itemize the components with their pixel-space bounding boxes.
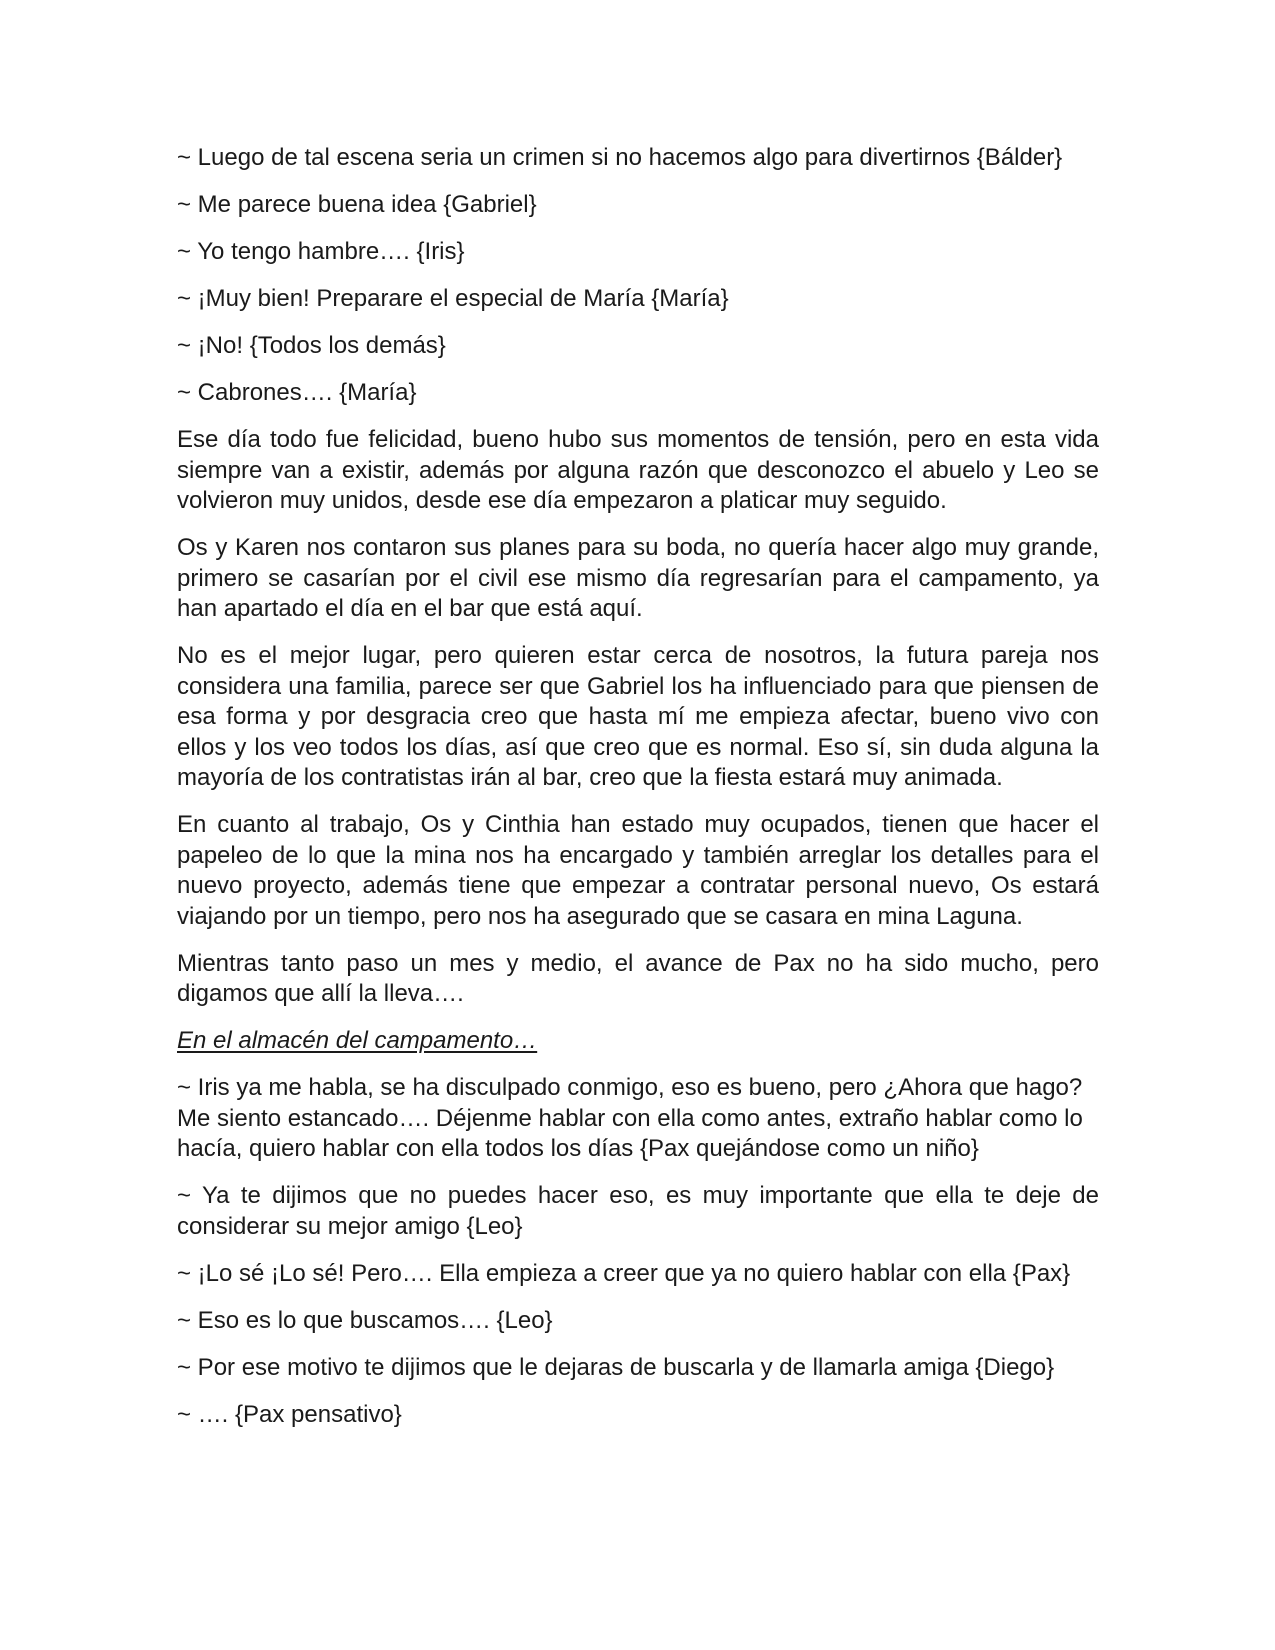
dialogue-line: ~ ¡No! {Todos los demás} xyxy=(177,332,446,359)
dialogue-line: ~ ¡Muy bien! Preparare el especial de María {María} xyxy=(177,285,729,312)
narration-paragraph: Os y Karen nos contaron sus planes para su boda, no quería hacer algo muy grande, primero se casarían por el civil ese mismo día regresarían para el campamento, ya han apartado el día en el bar que está aquí. xyxy=(177,534,1099,622)
dialogue-line: ~ Me parece buena idea {Gabriel} xyxy=(177,191,537,218)
narration-paragraph: Mientras tanto paso un mes y medio, el avance de Pax no ha sido mucho, pero digamos que allí la lleva…. xyxy=(177,949,1099,1007)
dialogue-line: ~ Iris ya me habla, se ha disculpado conmigo, eso es bueno, pero ¿Ahora que hago? Me siento estancado…. Déjenme hablar con ella como antes, extraño hablar como lo hacía, quiero hablar con ella todos los días {Pax quejándose como un niño} xyxy=(177,1074,1083,1162)
narration-paragraph: Ese día todo fue felicidad, bueno hubo sus momentos de tensión, pero en esta vida siempre van a existir, además por alguna razón que desconozco el abuelo y Leo se volvieron muy unidos, desde ese día empezaron a platicar muy seguido. xyxy=(177,426,1099,514)
dialogue-line: ~ Luego de tal escena seria un crimen si no hacemos algo para divertirnos {Bálder} xyxy=(177,144,1063,171)
narration-paragraph: No es el mejor lugar, pero quieren estar cerca de nosotros, la futura pareja nos considera una familia, parece ser que Gabriel los ha influenciado para que piensen de esa forma y por desgracia creo que hasta mí me empieza afectar, bueno vivo con ellos y los veo todos los días, así que creo que es normal. Eso sí, sin duda alguna la mayoría de los contratistas irán al bar, creo que la fiesta estará muy animada. xyxy=(177,642,1099,791)
dialogue-line: ~ Eso es lo que buscamos…. {Leo} xyxy=(177,1306,553,1334)
dialogue-line: ~ ¡Lo sé ¡Lo sé! Pero…. Ella empieza a creer que ya no quiero hablar con ella {Pax} xyxy=(177,1259,1071,1287)
dialogue-line: ~ Ya te dijimos que no puedes hacer eso, es muy importante que ella te deje de considerar su mejor amigo {Leo} xyxy=(177,1182,1099,1240)
dialogue-line: ~ …. {Pax pensativo} xyxy=(177,1400,402,1428)
dialogue-line: ~ Cabrones…. {María} xyxy=(177,379,417,406)
scene-heading-text: En el almacén del campamento… xyxy=(177,1027,538,1054)
dialogue-line: ~ Yo tengo hambre…. {Iris} xyxy=(177,238,465,265)
narration-paragraph: En cuanto al trabajo, Os y Cinthia han estado muy ocupados, tienen que hacer el papeleo de lo que la mina nos ha encargado y también arreglar los detalles para el nuevo proyecto, además tiene que empezar a contratar personal nuevo, Os estará viajando por un tiempo, pero nos ha asegurado que se casara en mina Laguna. xyxy=(177,811,1099,930)
document-page xyxy=(177,143,1099,1447)
scene-heading xyxy=(177,1026,1099,1057)
dialogue-line: ~ Por ese motivo te dijimos que le dejaras de buscarla y de llamarla amiga {Diego} xyxy=(177,1353,1055,1381)
